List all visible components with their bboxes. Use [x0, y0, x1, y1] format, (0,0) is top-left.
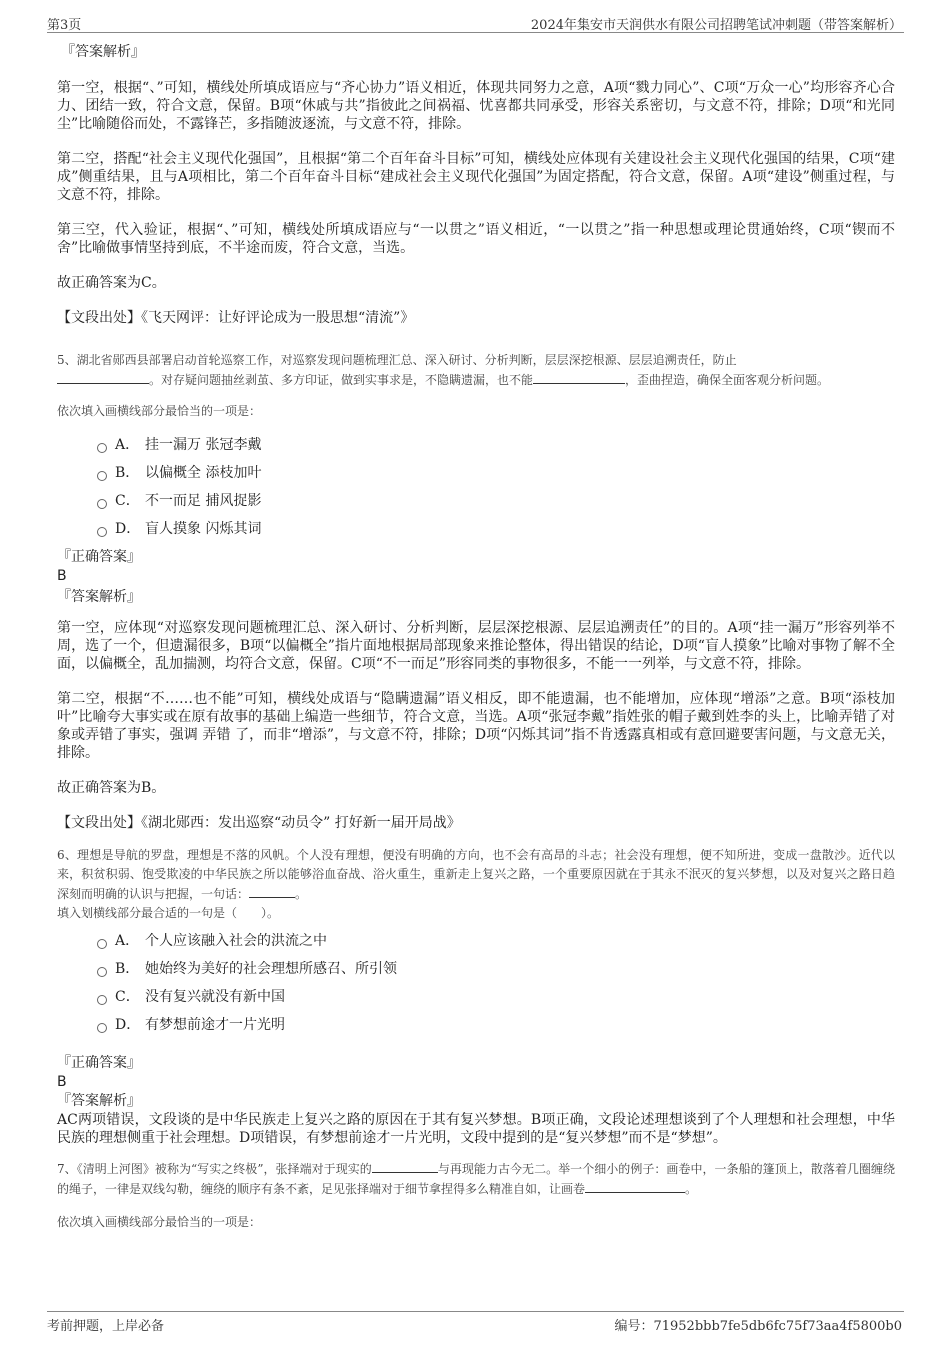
- option-letter: C．: [115, 493, 140, 509]
- q5-stem-part-2: 。对存疑问题抽丝剥茧、多方印证，做到实事求是，不隐瞒遗漏，也不能: [149, 373, 534, 387]
- option-text: 盲人摸象 闪烁其词: [145, 521, 262, 537]
- option-d[interactable]: [57, 1011, 895, 1039]
- footer-slogan: 考前押题，上岸必备: [47, 1319, 165, 1334]
- answer-blank: [249, 884, 295, 898]
- page-number: 第3页: [47, 18, 82, 33]
- q6-stem-text: 6、理想是导航的罗盘，理想是不落的风帆。个人没有理想，便没有明确的方向，也不会有高昂的斗志；社会没有理想，便不知所进，变成一盘散沙。近代以来，积贫积弱、饱受欺凌的中华民族之所以能够浴血奋战、浴火重生，重新走上复兴之路，一个重要原因就在于其永不泯灭的复兴梦想，以及对复兴之路日趋深刻而明确的认识与把握，一句话：: [57, 848, 895, 901]
- option-text: 没有复兴就没有新中国: [145, 989, 285, 1005]
- radio-button[interactable]: [97, 499, 107, 509]
- option-text: 有梦想前途才一片光明: [145, 1017, 285, 1033]
- q6-prompt: 填入划横线部分最合适的一句是（ ）。: [57, 906, 280, 920]
- option-a[interactable]: [57, 927, 895, 955]
- source-title: 《湖北郧西：发出巡察“动员令” 打好新一届开局战》: [141, 815, 461, 831]
- q5-prompt: 依次填入画横线部分最恰当的一项是：: [57, 404, 262, 418]
- q6-answer: B: [57, 1074, 67, 1090]
- q7-stem-part-1: 7、《清明上河图》被称为“写实之终极”，张择端对于现实的: [57, 1162, 372, 1176]
- option-text: 不一而足 捕风捉影: [145, 493, 262, 509]
- source-tag: 【文段出处】: [57, 310, 141, 326]
- option-text: 她始终为美好的社会理想所感召、所引领: [145, 961, 397, 977]
- option-letter: A．: [115, 437, 140, 453]
- option-letter: D．: [115, 521, 141, 537]
- q7-stem-part-3: 。: [685, 1182, 698, 1196]
- radio-button[interactable]: [97, 967, 107, 977]
- radio-button[interactable]: [97, 995, 107, 1005]
- option-c[interactable]: [57, 983, 895, 1011]
- correct-answer-tag: 『正确答案』: [57, 549, 141, 565]
- q4-explanation-3: 第三空，代入验证，根据“、”可知，横线处所填成语应与“一以贯之”语义相近，“一以贯之”指一种思想或理论贯通始终，C项“锲而不舍”比喻做事情坚持到底，不半途而废，符合文意，当选。: [57, 222, 895, 256]
- answer-blank: [57, 370, 149, 384]
- option-c[interactable]: [57, 487, 895, 515]
- correct-answer-tag: 『正确答案』: [57, 1055, 141, 1071]
- document-title: 2024年集安市天润供水有限公司招聘笔试冲刺题（带答案解析）: [530, 18, 902, 33]
- option-text: 个人应该融入社会的洪流之中: [145, 933, 327, 949]
- q6-stem-end: 。: [295, 887, 308, 901]
- answer-blank: [372, 1159, 438, 1173]
- answer-blank: [533, 370, 625, 384]
- q5-source: [57, 814, 895, 832]
- option-letter: B．: [115, 961, 140, 977]
- option-d[interactable]: [57, 515, 895, 543]
- q6-explanation: AC两项错误，文段谈的是中华民族走上复兴之路的原因在于其有复兴梦想。B项正确，文段论述理想谈到了个人理想和社会理想，中华民族的理想侧重于社会理想。D项错误，有梦想前途才一片光明，文段中提到的是“复兴梦想”而不是“梦想”。: [57, 1112, 895, 1146]
- q4-conclusion: 故正确答案为C。: [57, 275, 166, 291]
- q7-prompt: 依次填入画横线部分最恰当的一项是：: [57, 1215, 262, 1229]
- radio-button[interactable]: [97, 1023, 107, 1033]
- option-letter: B．: [115, 465, 140, 481]
- explanation-tag: 『答案解析』: [57, 1093, 141, 1109]
- page-footer: [47, 1311, 904, 1334]
- page-content: [57, 42, 895, 1232]
- q4-source: [57, 309, 895, 327]
- page-header: [47, 12, 904, 33]
- option-b[interactable]: [57, 459, 895, 487]
- q5-explanation-2: 第二空，根据“不……也不能”可知，横线处成语与“隐瞒遗漏”语义相反，即不能遗漏，也不能增加，应体现“增添”之意。B项“添枝加叶”比喻夸大事实或在原有故事的基础上编造一些细节，符合文意，当选。A项“张冠李戴”指姓张的帽子戴到姓李的头上，比喻弄错了对象或弄错了事实，强调 弄错 了，而非“增添”，与文意不符，排除；D项“闪烁其词”指不肯透露真相或有意回避要害问题，与文意无关，排除。: [57, 691, 895, 761]
- q4-explanation-2: 第二空，搭配“社会主义现代化强国”，且根据“第二个百年奋斗目标”可知，横线处应体现有关建设社会主义现代化强国的结果，C项“建成”侧重结果，且与A项相比，第二个百年奋斗目标“建成社会主义现代化强国”为固定搭配，符合文意，保留。A项“建设”侧重过程，与文意不符，排除。: [57, 151, 895, 203]
- q5-options: [57, 431, 895, 543]
- radio-button[interactable]: [97, 527, 107, 537]
- option-letter: A．: [115, 933, 140, 949]
- q5-stem-part-3: ，歪曲捏造，确保全面客观分析问题。: [625, 373, 830, 387]
- option-letter: D．: [115, 1017, 141, 1033]
- q5-conclusion: 故正确答案为B。: [57, 780, 166, 796]
- explanation-tag: 『答案解析』: [57, 589, 141, 605]
- q5-stem-part-1: 5、湖北省郧西县部署启动首轮巡察工作，对巡察发现问题梳理汇总、深入研讨、分析判断，层层深挖根源、层层追溯责任，防止: [57, 353, 737, 367]
- option-letter: C．: [115, 989, 140, 1005]
- option-b[interactable]: [57, 955, 895, 983]
- radio-button[interactable]: [97, 939, 107, 949]
- radio-button[interactable]: [97, 443, 107, 453]
- q5-explanation-1: 第一空，应体现“对巡察发现问题梳理汇总、深入研讨、分析判断，层层深挖根源、层层追溯责任”的目的。A项“挂一漏万”形容列举不周，选了一个，但遗漏很多，B项“以偏概全”指片面地根据局部现象来推论整体，得出错误的结论，D项“盲人摸象”比喻对事物了解不全面，以偏概全，乱加揣测，均符合文意，保留。C项“不一而足”形容同类的事物很多，不能一一列举，与文意不符，排除。: [57, 620, 895, 672]
- answer-blank: [585, 1179, 685, 1193]
- explanation-tag: 『答案解析』: [61, 44, 145, 60]
- q7-stem: [57, 1159, 895, 1199]
- q5-stem: [57, 351, 895, 390]
- q7-stem-part-2: 与再现能力古今无二。举一个细小的例子：画卷中，一条船的篷顶上，散落着几圈缠绕的绳子，一律是双线勾勒，缠绕的顺序有条不紊，足见张择端对于细节拿捏得多么精准自如，让画卷: [57, 1162, 895, 1196]
- document-id: 编号：71952bbb7fe5db6fc75f73aa4f5800b0: [614, 1319, 902, 1334]
- source-title: 《飞天网评：让好评论成为一股思想“清流”》: [141, 310, 415, 326]
- option-text: 以偏概全 添枝加叶: [145, 465, 262, 481]
- q4-explanation-1: 第一空，根据“、”可知，横线处所填成语应与“齐心协力”语义相近，体现共同努力之意，A项“戮力同心”、C项“万众一心”均形容齐心合力、团结一致，符合文意，保留。B项“休戚与共”指彼此之间祸福、忧喜都共同承受，形容关系密切，与文意不符，排除；D项“和光同尘”比喻随俗而处，不露锋芒，多指随波逐流，与文意不符，排除。: [57, 80, 895, 132]
- q6-options: [57, 927, 895, 1039]
- source-tag: 【文段出处】: [57, 815, 141, 831]
- q6-stem: [57, 846, 895, 904]
- radio-button[interactable]: [97, 471, 107, 481]
- q5-answer: B: [57, 568, 67, 584]
- option-text: 挂一漏万 张冠李戴: [145, 437, 262, 453]
- option-a[interactable]: [57, 431, 895, 459]
